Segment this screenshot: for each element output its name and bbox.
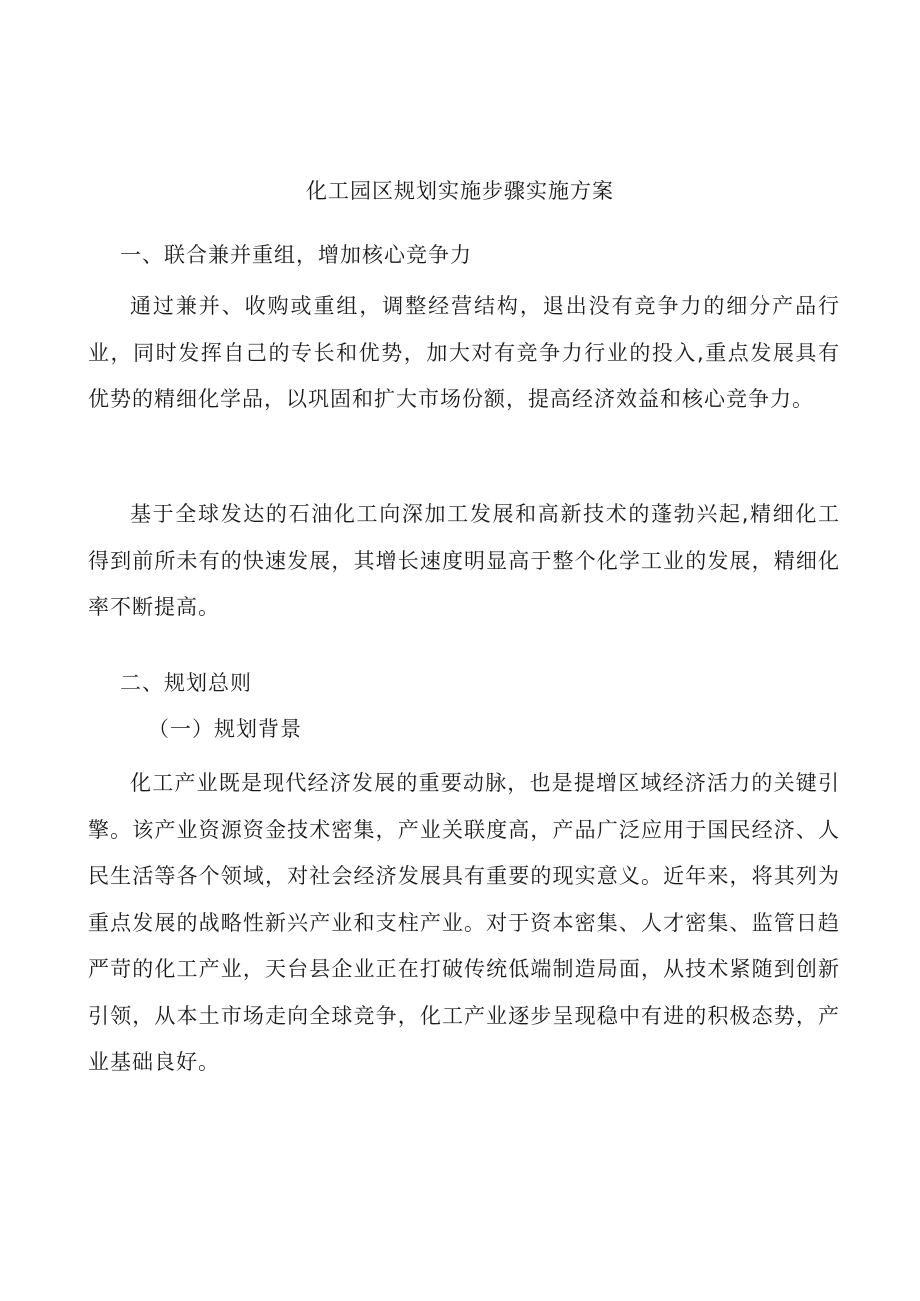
subsection-1-paragraph-1: 化工产业既是现代经济发展的重要动脉，也是提增区域经济活力的关键引擎。该产业资源资金技术密集，产业关联度高，产品广泛应用于国民经济、人民生活等各个领域，对社会经济发展具有重要的现实意义。近年来，将其列为重点发展的战略性新兴产业和支柱产业。对于资本密集、人才密集、监管日趋严苛的化工产业，天台县企业正在打破传统低端制造局面，从技术紧随到创新引领，从本土市场走向全球竞争，化工产业逐步呈现稳中有进的积极态势，产业基础良好。 xyxy=(88,771,840,1074)
section-1-paragraph-1: 通过兼并、收购或重组，调整经营结构，退出没有竞争力的细分产品行业，同时发挥自己的专长和优势，加大对有竞争力行业的投入,重点发展具有优势的精细化学品，以巩固和扩大市场份额，提高经济效益和核心竞争力。 xyxy=(88,294,840,411)
section-1-paragraph-2: 基于全球发达的石油化工向深加工发展和高新技术的蓬勃兴起,精细化工得到前所未有的快速发展，其增长速度明显高于整个化学工业的发展，精细化率不断提高。 xyxy=(88,502,840,619)
section-heading-1: 一、联合兼并重组，增加核心竞争力 xyxy=(120,243,472,267)
section-heading-2: 二、规划总则 xyxy=(120,671,252,695)
subsection-heading-1: （一）规划背景 xyxy=(148,717,302,741)
document-title: 化工园区规划实施步骤实施方案 xyxy=(306,179,614,203)
